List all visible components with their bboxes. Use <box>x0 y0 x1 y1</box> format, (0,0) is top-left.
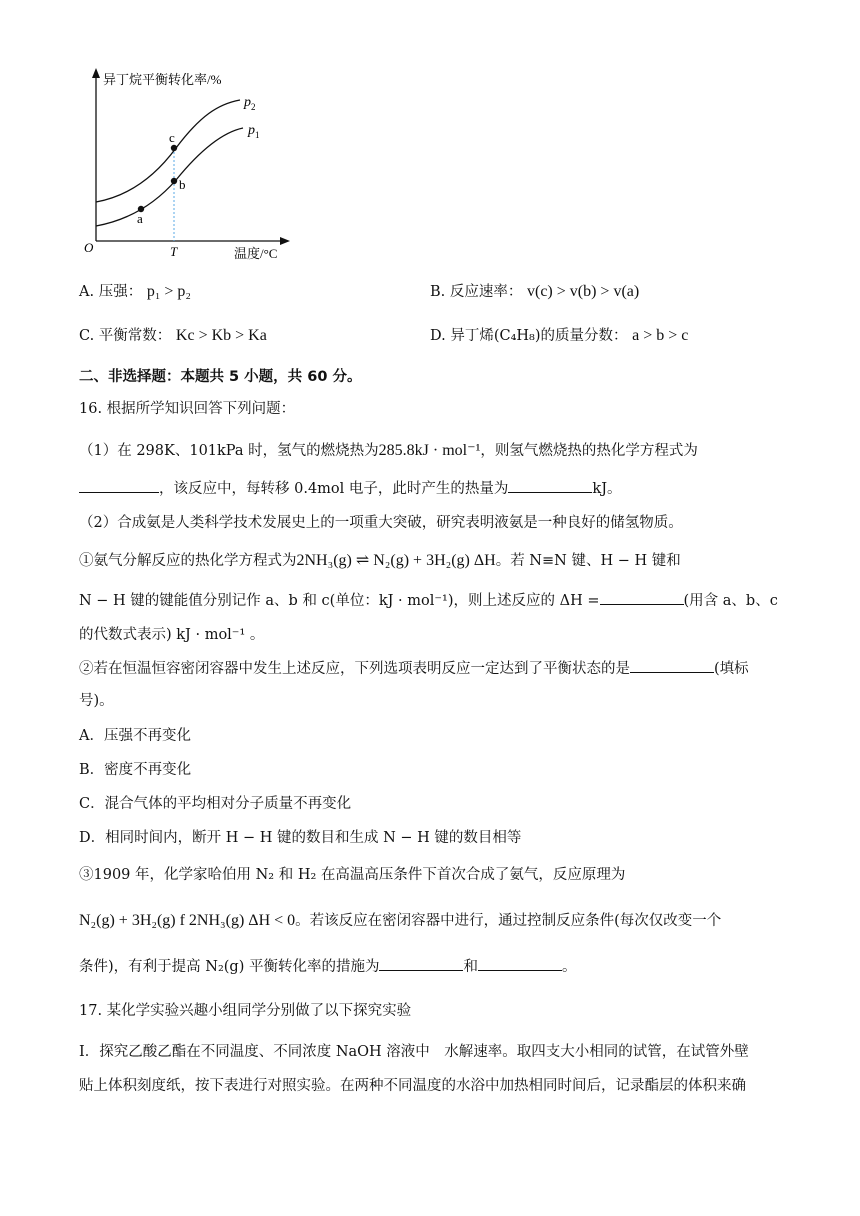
q16-sub1-line3: 的代数式表示) kJ · mol⁻¹ 。 <box>79 627 265 643</box>
option-a: A. 压强： p₁ > p₂ <box>79 283 191 300</box>
point-c-label: c <box>169 130 175 145</box>
answer-blank[interactable] <box>508 478 592 493</box>
curve-p2-label: $p_2$ <box>244 95 256 112</box>
y-axis-arrow <box>92 68 100 78</box>
q16-sub1-line1: ①氨气分解反应的热化学方程式为2NH₃(g) ⇌ N₂(g) + 3H₂(g) ΔH。若 N≡N 键、H − H 键和 <box>79 552 681 569</box>
q16-option-c: C．混合气体的平均相对分子质量不再变化 <box>79 796 352 812</box>
q16-part1-line2: ，该反应中，每转移 0.4mol 电子，此时产生的热量为 kJ。 <box>79 478 622 500</box>
origin-label: O <box>84 240 94 255</box>
point-c-dot <box>171 145 177 151</box>
answer-blank[interactable] <box>600 590 684 605</box>
y-axis-label: 异丁烷平衡转化率/% <box>103 72 222 87</box>
x-axis-arrow <box>280 237 290 245</box>
answer-blank[interactable] <box>630 658 714 673</box>
option-d: D. 异丁烯(C₄H₈)的质量分数： a > b > c <box>430 327 689 344</box>
point-b-dot <box>171 178 177 184</box>
curve-p1-label: $p_1$ <box>248 123 260 140</box>
section-heading: 二、非选择题：本题共 5 小题，共 60 分。 <box>79 369 362 385</box>
t-label: T <box>170 244 178 259</box>
point-a-label: a <box>137 211 143 226</box>
option-c-expr: Kc > Kb > Ka <box>175 327 267 344</box>
q17-part1-line2: 贴上体积刻度纸，按下表进行对照实验。在两种不同温度的水浴中加热相同时间后，记录酯层的体积来确 <box>79 1078 746 1094</box>
q16-option-a: A．压强不再变化 <box>79 728 191 744</box>
option-d-expr: a > b > c <box>632 327 689 344</box>
q16-sub1-line2: N − H 键的键能值分别记作 a、b 和 c(单位：kJ · mol⁻¹)，则上述反应的 ΔH = (用含 a、b、c <box>79 590 778 612</box>
q16-option-d: D．相同时间内，断开 H − H 键的数目和生成 N − H 键的数目相等 <box>79 830 522 846</box>
q17-part1-line1: Ⅰ．探究乙酸乙酯在不同温度、不同浓度 NaOH 溶液中 水解速率。取四支大小相同的试管，在试管外壁 <box>79 1044 749 1060</box>
x-axis-label: 温度/°C <box>234 246 278 261</box>
answer-blank[interactable] <box>478 956 562 971</box>
answer-blank[interactable] <box>379 956 463 971</box>
q16-sub3-line3: 条件)，有利于提高 N₂(g) 平衡转化率的措施为 和 。 <box>79 956 576 978</box>
q16-sub3-line1: ③1909 年，化学家哈伯用 N₂ 和 H₂ 在高温高压条件下首次合成了氨气，反应原理为 <box>79 867 626 883</box>
q17-stem: 17. 某化学实验兴趣小组同学分别做了以下探究实验 <box>79 1003 412 1019</box>
point-b-label: b <box>179 177 186 192</box>
curve-p2 <box>96 100 240 202</box>
option-a-expr: p₁ > p₂ <box>146 283 191 300</box>
q16-option-b: B．密度不再变化 <box>79 762 192 778</box>
equilibrium-conversion-figure <box>78 66 308 266</box>
q16-part2: （2）合成氨是人类科学技术发展史上的一项重大突破，研究表明液氨是一种良好的储氢物质。 <box>79 515 683 531</box>
q16-stem: 16. 根据所学知识回答下列问题： <box>79 401 296 417</box>
answer-blank[interactable] <box>79 478 159 493</box>
option-b-expr: v(c) > v(b) > v(a) <box>526 283 640 300</box>
q16-part1-line1: （1）在 298K、101kPa 时，氢气的燃烧热为285.8kJ · mol⁻¹，则氢气燃烧热的热化学方程式为 <box>79 442 698 459</box>
option-c: C. 平衡常数： Kc > Kb > Ka <box>79 327 267 344</box>
q16-sub2-line1: ②若在恒温恒容密闭容器中发生上述反应，下列选项表明反应一定达到了平衡状态的是 (填标 <box>79 658 749 680</box>
q16-sub2-line2: 号)。 <box>79 693 114 709</box>
option-b: B. 反应速率： v(c) > v(b) > v(a) <box>430 283 640 300</box>
q16-sub3-line2: N₂(g) + 3H₂(g) f 2NH₃(g) ΔH < 0。若该反应在密闭容器中进行，通过控制反应条件(每次仅改变一个 <box>79 912 722 929</box>
